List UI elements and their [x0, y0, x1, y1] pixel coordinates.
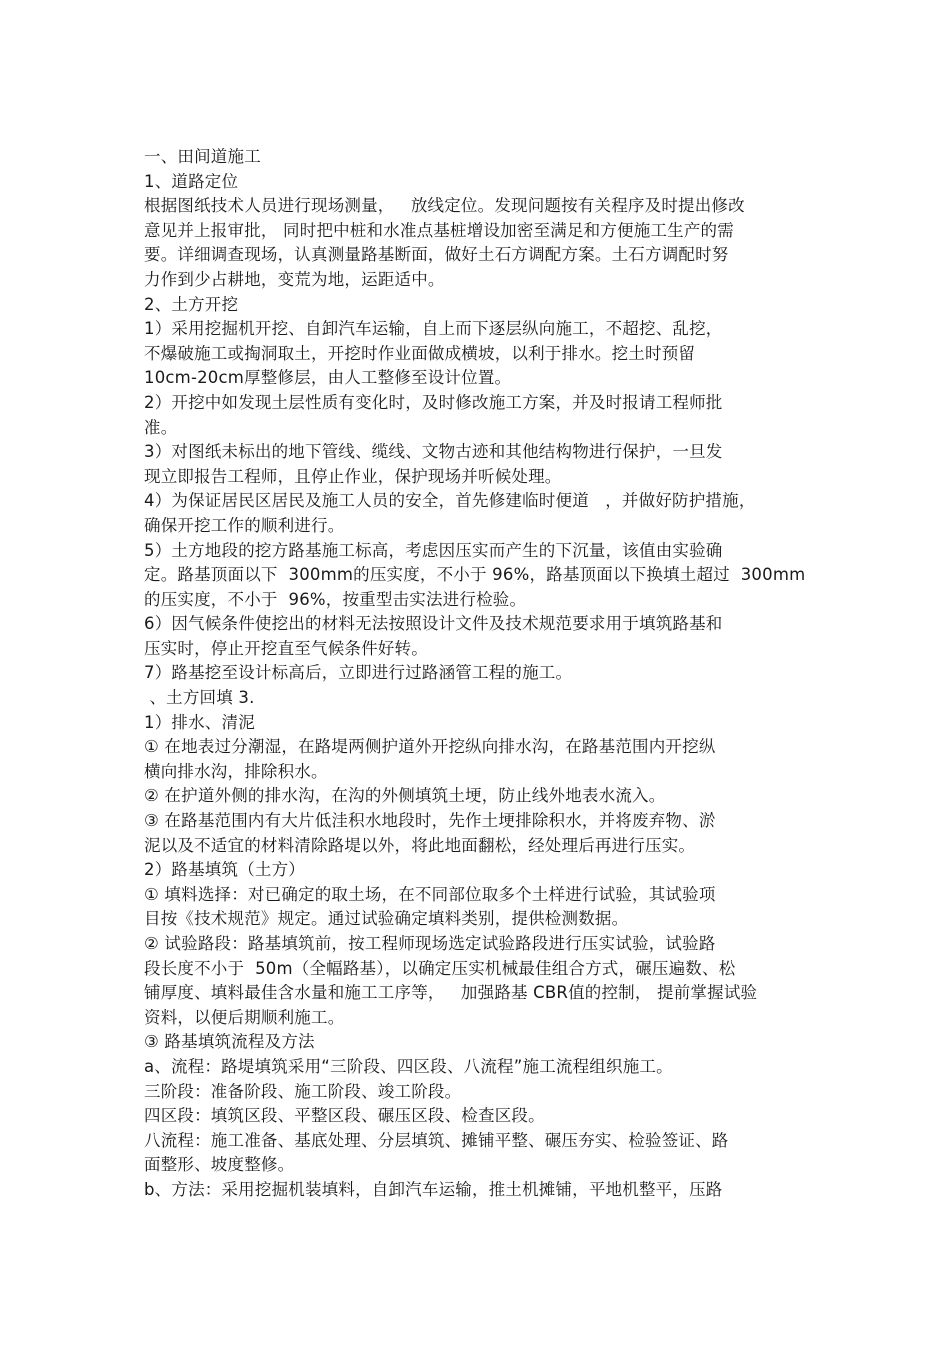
paragraph-line: 面整形、坡度整修。 [144, 1155, 295, 1175]
paragraph-line: 横向排水沟，排除积水。 [144, 761, 328, 781]
paragraph-line: ③ 在路基范围内有大片低洼积水地段时，先作土埂排除积水，并将废弃物、淤 [144, 811, 716, 831]
paragraph-line: ② 在护道外侧的排水沟，在沟的外侧填筑土埂，防止线外地表水流入。 [144, 786, 666, 806]
heading-subsection: 1、道路定位 [144, 171, 239, 191]
paragraph-line: 压实时，停止开挖直至气候条件好转。 [144, 638, 428, 658]
paragraph-line: a、流程：路堤填筑采用“三阶段、四区段、八流程”施工流程组织施工。 [144, 1056, 673, 1076]
paragraph-line: 现立即报告工程师，且停止作业，保护现场并听候处理。 [144, 466, 562, 486]
heading-section: 一、田间道施工 [144, 147, 261, 166]
paragraph-line: b、方法：采用挖掘机装填料，自卸汽车运输，推土机摊铺，平地机整平，压路 [144, 1179, 723, 1199]
paragraph-line: 10cm-20cm厚整修层，由人工整修至设计位置。 [144, 368, 512, 388]
paragraph-line: ① 填料选择：对已确定的取土场，在不同部位取多个土样进行试验，其试验项 [144, 884, 716, 904]
heading-subsection: 、土方回填 3. [144, 688, 255, 708]
paragraph-line: 4）为保证居民区居民及施工人员的安全，首先修建临时便道 ，并做好防护措施， [144, 491, 756, 511]
paragraph-line: 定。路基顶面以下 300mm的压实度，不小于 96%，路基顶面以下换填土超过 300mm [144, 565, 806, 585]
paragraph-line: 5）土方地段的挖方路基施工标高，考虑因压实而产生的下沉量，该值由实验确 [144, 540, 723, 560]
paragraph-line: 7）路基挖至设计标高后，立即进行过路涵管工程的施工。 [144, 663, 573, 683]
paragraph-line: 段长度不小于 50m（全幅路基），以确定压实机械最佳组合方式，碾压遍数、松 [144, 958, 736, 978]
paragraph-line: 确保开挖工作的顺利进行。 [144, 515, 345, 535]
paragraph-line: ② 试验路段：路基填筑前，按工程师现场选定试验路段进行压实试验，试验路 [144, 934, 716, 953]
document-body [144, 145, 834, 1203]
paragraph-line: 的压实度，不小于 96%，按重型击实法进行检验。 [144, 589, 527, 609]
paragraph-line: 1）采用挖掘机开挖、自卸汽车运输，自上而下逐层纵向施工，不超挖、乱挖， [144, 319, 723, 339]
paragraph-line: ③ 路基填筑流程及方法 [144, 1032, 315, 1052]
paragraph-line: 四区段：填筑区段、平整区段、碾压区段、检查区段。 [144, 1106, 545, 1126]
paragraph-line: ① 在地表过分潮湿，在路堤两侧护道外开挖纵向排水沟，在路基范围内开挖纵 [144, 737, 716, 757]
paragraph-line: 八流程：施工准备、基底处理、分层填筑、摊铺平整、碾压夯实、检验签证、路 [144, 1130, 729, 1150]
paragraph-line: 资料，以便后期顺利施工。 [144, 1007, 345, 1027]
paragraph-line: 根据图纸技术人员进行现场测量， 放线定位。发现问题按有关程序及时提出修改 [144, 196, 745, 216]
paragraph-line: 2）路基填筑（土方） [144, 860, 305, 880]
paragraph-line: 1）排水、清泥 [144, 712, 255, 732]
paragraph-line: 6）因气候条件使挖出的材料无法按照设计文件及技术规范要求用于填筑路基和 [144, 614, 723, 634]
paragraph-line: 铺厚度、填料最佳含水量和施工工序等， 加强路基 CBR值的控制， 提前掌握试验 [144, 983, 758, 1003]
paragraph-line: 力作到少占耕地，变荒为地，运距适中。 [144, 269, 445, 289]
heading-subsection: 2、土方开挖 [144, 294, 239, 314]
paragraph-line: 三阶段：准备阶段、施工阶段、竣工阶段。 [144, 1081, 462, 1101]
paragraph-line: 泥以及不适宜的材料清除路堤以外，将此地面翻松，经处理后再进行压实。 [144, 835, 696, 855]
paragraph-line: 2）开挖中如发现土层性质有变化时，及时修改施工方案，并及时报请工程师批 [144, 392, 723, 412]
paragraph-line: 意见并上报审批， 同时把中桩和水准点基桩增设加密至满足和方便施工生产的需 [144, 220, 734, 240]
paragraph-line: 不爆破施工或掏洞取土，开挖时作业面做成横坡，以利于排水。挖土时预留 [144, 343, 696, 363]
paragraph-line: 目按《技术规范》规定。通过试验确定填料类别，提供检测数据。 [144, 909, 629, 929]
paragraph-line: 要。详细调查现场，认真测量路基断面，做好土石方调配方案。土石方调配时努 [144, 245, 729, 265]
paragraph-line: 3）对图纸未标出的地下管线、缆线、文物古迹和其他结构物进行保护，一旦发 [144, 442, 723, 462]
paragraph-line: 准。 [144, 417, 178, 437]
